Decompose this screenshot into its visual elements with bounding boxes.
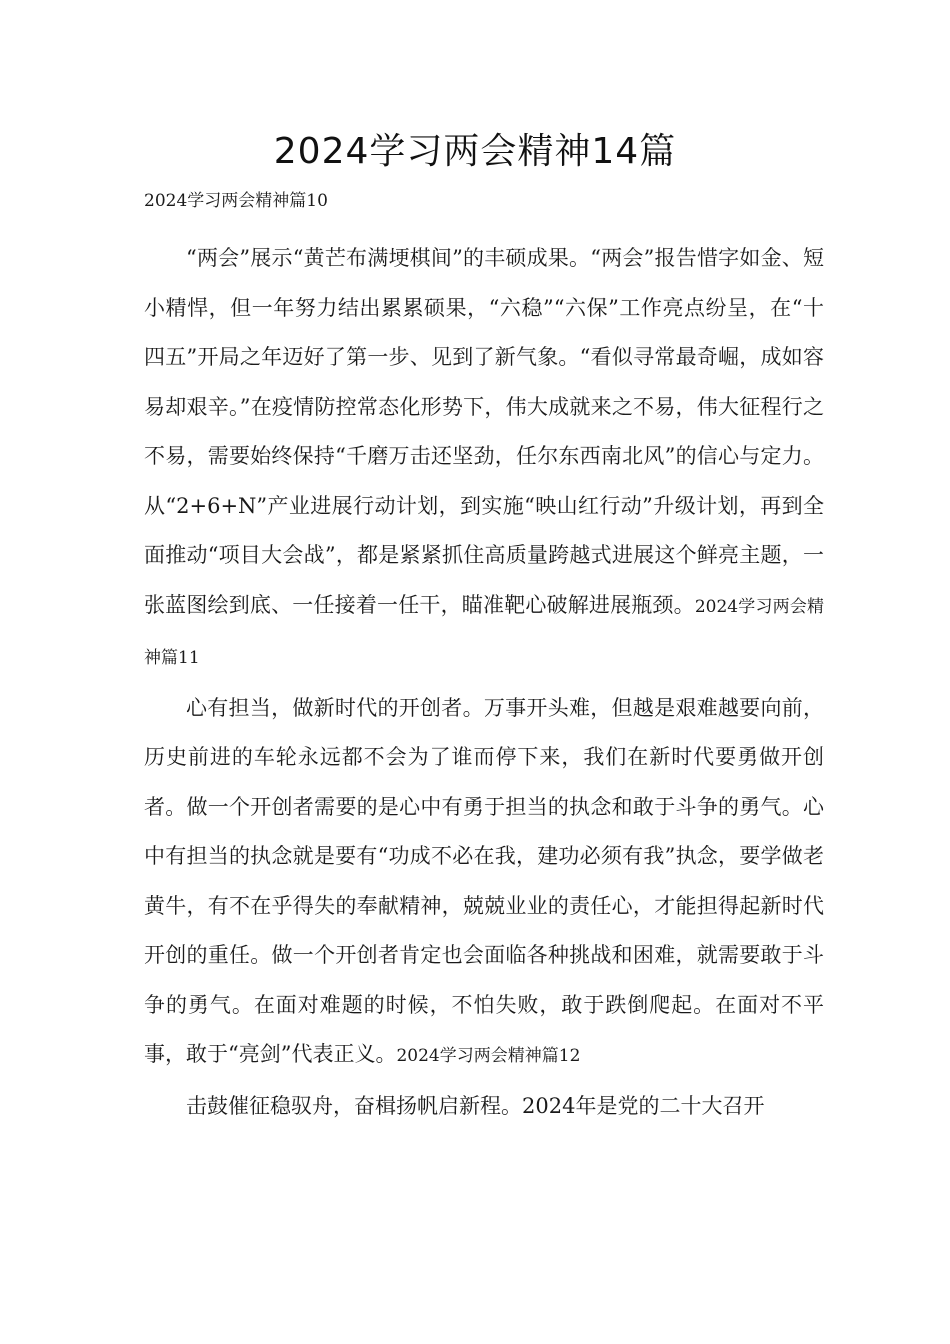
- section-heading-11: 2024学习两会精神篇11: [144, 596, 825, 668]
- paragraph-1: [144, 234, 824, 684]
- paragraph-3: [144, 1082, 824, 1132]
- section-heading-10: 2024学习两会精神篇10: [144, 191, 328, 211]
- document-title: 2024学习两会精神14篇: [273, 131, 677, 172]
- paragraph-3-text: 击鼓催征稳驭舟，奋楫扬帆启新程。2024年是党的二十大召开: [186, 1093, 765, 1118]
- paragraph-1-text: “两会”展示“黄芒布满埂棋间”的丰硕成果。“两会”报告惜字如金、短小精悍，但一年努力结出累累硕果，“六稳”“六保”工作亮点纷呈，在“十四五”开局之年迈好了第一步、见到了新气象。“看似寻常最奇崛，成如容易却艰辛。”在疫情防控常态化形势下，伟大成就来之不易，伟大征程行之不易，需要始终保持“千磨万击还坚劲，任尔东西南北风”的信心与定力。从“2+6+N”产业进展行动计划，到实施“映山红行动”升级计划，再到全面推动“项目大会战”，都是紧紧抓住高质量跨越式进展这个鲜亮主题，一张蓝图绘到底、一任接着一任干，瞄准靶心破解进展瓶颈。: [144, 246, 824, 617]
- document-body: [144, 184, 824, 1131]
- paragraph-2-text: 心有担当，做新时代的开创者。万事开头难，但越是艰难越要向前，历史前进的车轮永远都不会为了谁而停下来，我们在新时代要勇做开创者。做一个开创者需要的是心中有勇于担当的执念和敢于斗争的勇气。心中有担当的执念就是要有“功成不必在我，建功必须有我”执念，要学做老黄牛，有不在乎得失的奉献精神，兢兢业业的责任心，才能担得起新时代开创的重任。做一个开创者肯定也会面临各种挑战和困难，就需要敢于斗争的勇气。在面对难题的时候，不怕失败，敢于跌倒爬起。在面对不平事，敢于“亮剑”代表正义。: [144, 695, 824, 1066]
- section-heading-12: 2024学习两会精神篇12: [396, 1046, 581, 1066]
- paragraph-2: [144, 684, 824, 1082]
